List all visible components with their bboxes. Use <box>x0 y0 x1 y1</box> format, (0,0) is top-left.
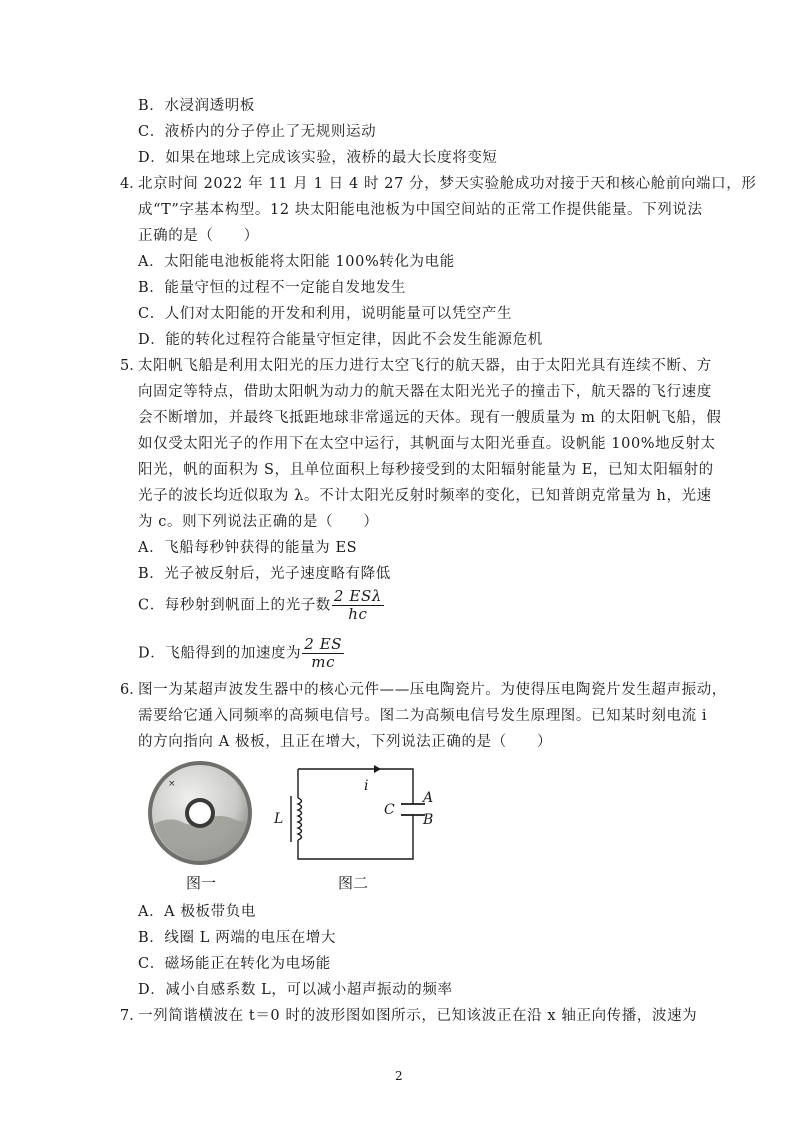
q3-option-b: B．水浸润透明板 <box>138 98 255 114</box>
q5-stem-line-4: 如仅受太阳光子的作用下在太空中运行，其帆面与太阳光垂直。设帆能 100%地反射太 <box>138 436 716 452</box>
q5-option-a: A．飞船每秒钟获得的能量为 ES <box>138 540 358 556</box>
q5-stem-line-5: 阳光，帆的面积为 S，且单位面积上每秒接受到的太阳辐射能量为 E，已知太阳辐射的 <box>138 462 714 478</box>
q6-stem-line-1: 图一为某超声波发生器中的核心元件——压电陶瓷片。为使得压电陶瓷片发生超声振动， <box>138 682 727 698</box>
page-number: 2 <box>395 1069 403 1083</box>
q7-stem-line-1: 一列简谐横波在 t＝0 时的波形图如图所示，已知该波正在沿 x 轴正向传播，波速为 <box>138 1008 698 1024</box>
q5-option-c-text: C．每秒射到帆面上的光子数 <box>138 597 331 614</box>
q5-stem-line-2: 向固定等特点，借助太阳帆为动力的航天器在太阳光光子的撞击下，航天器的飞行速度 <box>138 384 712 400</box>
q5-option-b: B．光子被反射后，光子速度略有降低 <box>138 566 391 582</box>
disc-center-hole-inner <box>189 802 211 824</box>
q5-option-d-text: D．飞船得到的加速度为 <box>138 645 302 662</box>
q5-option-c-denominator: hc <box>348 605 368 623</box>
q6-stem-line-3: 的方向指向 A 极板，且正在增大，下列说法正确的是（ ） <box>138 734 553 750</box>
q3-option-d: D．如果在地球上完成该实验，液桥的最大长度将变短 <box>138 150 498 166</box>
current-arrow-icon <box>374 765 381 773</box>
q4-stem-line-2: 成“T”字基本构型。12 块太阳能电池板为中国空间站的正常工作提供能量。下列说法 <box>138 202 703 218</box>
q5-option-c <box>138 588 384 623</box>
q6-option-c: C．磁场能正在转化为电场能 <box>138 956 331 972</box>
figure2-caption: 图二 <box>338 874 369 892</box>
q5-option-d-numerator: 2 ES <box>304 635 343 653</box>
q5-option-c-fraction <box>332 588 384 623</box>
current-label: i <box>364 778 369 794</box>
q5-stem-line-3: 会不断增加，并最终飞抵距地球非常遥远的天体。现有一艘质量为 m 的太阳帆飞船，假 <box>138 410 722 426</box>
q6-number: 6． <box>120 682 144 698</box>
capacitor-label: C <box>384 802 395 818</box>
q6-option-b: B．线圈 L 两端的电压在增大 <box>138 930 337 946</box>
q4-option-c: C．人们对太阳能的开发和利用，说明能量可以凭空产生 <box>138 306 513 322</box>
q6-option-d: D．减小自感系数 L，可以减小超声振动的频率 <box>138 982 453 998</box>
q5-option-d-denominator: mc <box>311 653 336 671</box>
q5-stem-line-6: 光子的波长均近似取为 λ。不计太阳光反射时频率的变化，已知普朗克常量为 h，光速 <box>138 488 712 504</box>
q6-option-a: A．A 极板带负电 <box>138 904 256 920</box>
q5-stem-line-1: 太阳帆飞船是利用太阳光的压力进行太空飞行的航天器，由于太阳光具有连续不断、方 <box>138 358 712 374</box>
q5-number: 5． <box>120 358 144 374</box>
q3-option-c: C．液桥内的分子停止了无规则运动 <box>138 124 377 140</box>
inductor-label: L <box>274 811 284 827</box>
q4-stem-line-3: 正确的是（ ） <box>138 228 259 244</box>
plate-b-label: B <box>423 812 434 828</box>
q4-option-d: D．能的转化过程符合能量守恒定律，因此不会发生能源危机 <box>138 332 543 348</box>
figure1-caption: 图一 <box>186 874 217 892</box>
circuit-top-wire <box>298 769 413 804</box>
q4-option-b: B．能量守恒的过程不一定能自发地发生 <box>138 280 406 296</box>
inductor-coil <box>298 798 302 840</box>
plate-a-label: A <box>423 790 434 806</box>
disc-mark: × <box>168 779 176 789</box>
q5-option-c-numerator: 2 ESλ <box>333 587 382 605</box>
q4-stem-line-1: 北京时间 2022 年 11 月 1 日 4 时 27 分，梦天实验舱成功对接于天和核心舱前向端口，形 <box>138 176 757 192</box>
figure2-lc-circuit <box>270 760 450 870</box>
q5-option-d-fraction <box>302 636 344 671</box>
q7-number: 7． <box>120 1008 144 1024</box>
circuit-bottom-wire <box>298 815 413 859</box>
q6-stem-line-2: 需要给它通入同频率的高频电信号。图二为高频电信号发生原理图。已知某时刻电流 i <box>138 708 708 724</box>
q4-option-a: A．太阳能电池板能将太阳能 100%转化为电能 <box>138 254 455 270</box>
q4-number: 4． <box>120 176 144 192</box>
q5-stem-line-7: 为 c。则下列说法正确的是（ ） <box>138 514 379 530</box>
q5-option-d <box>138 636 344 671</box>
figure1-piezo-disc <box>140 758 260 868</box>
